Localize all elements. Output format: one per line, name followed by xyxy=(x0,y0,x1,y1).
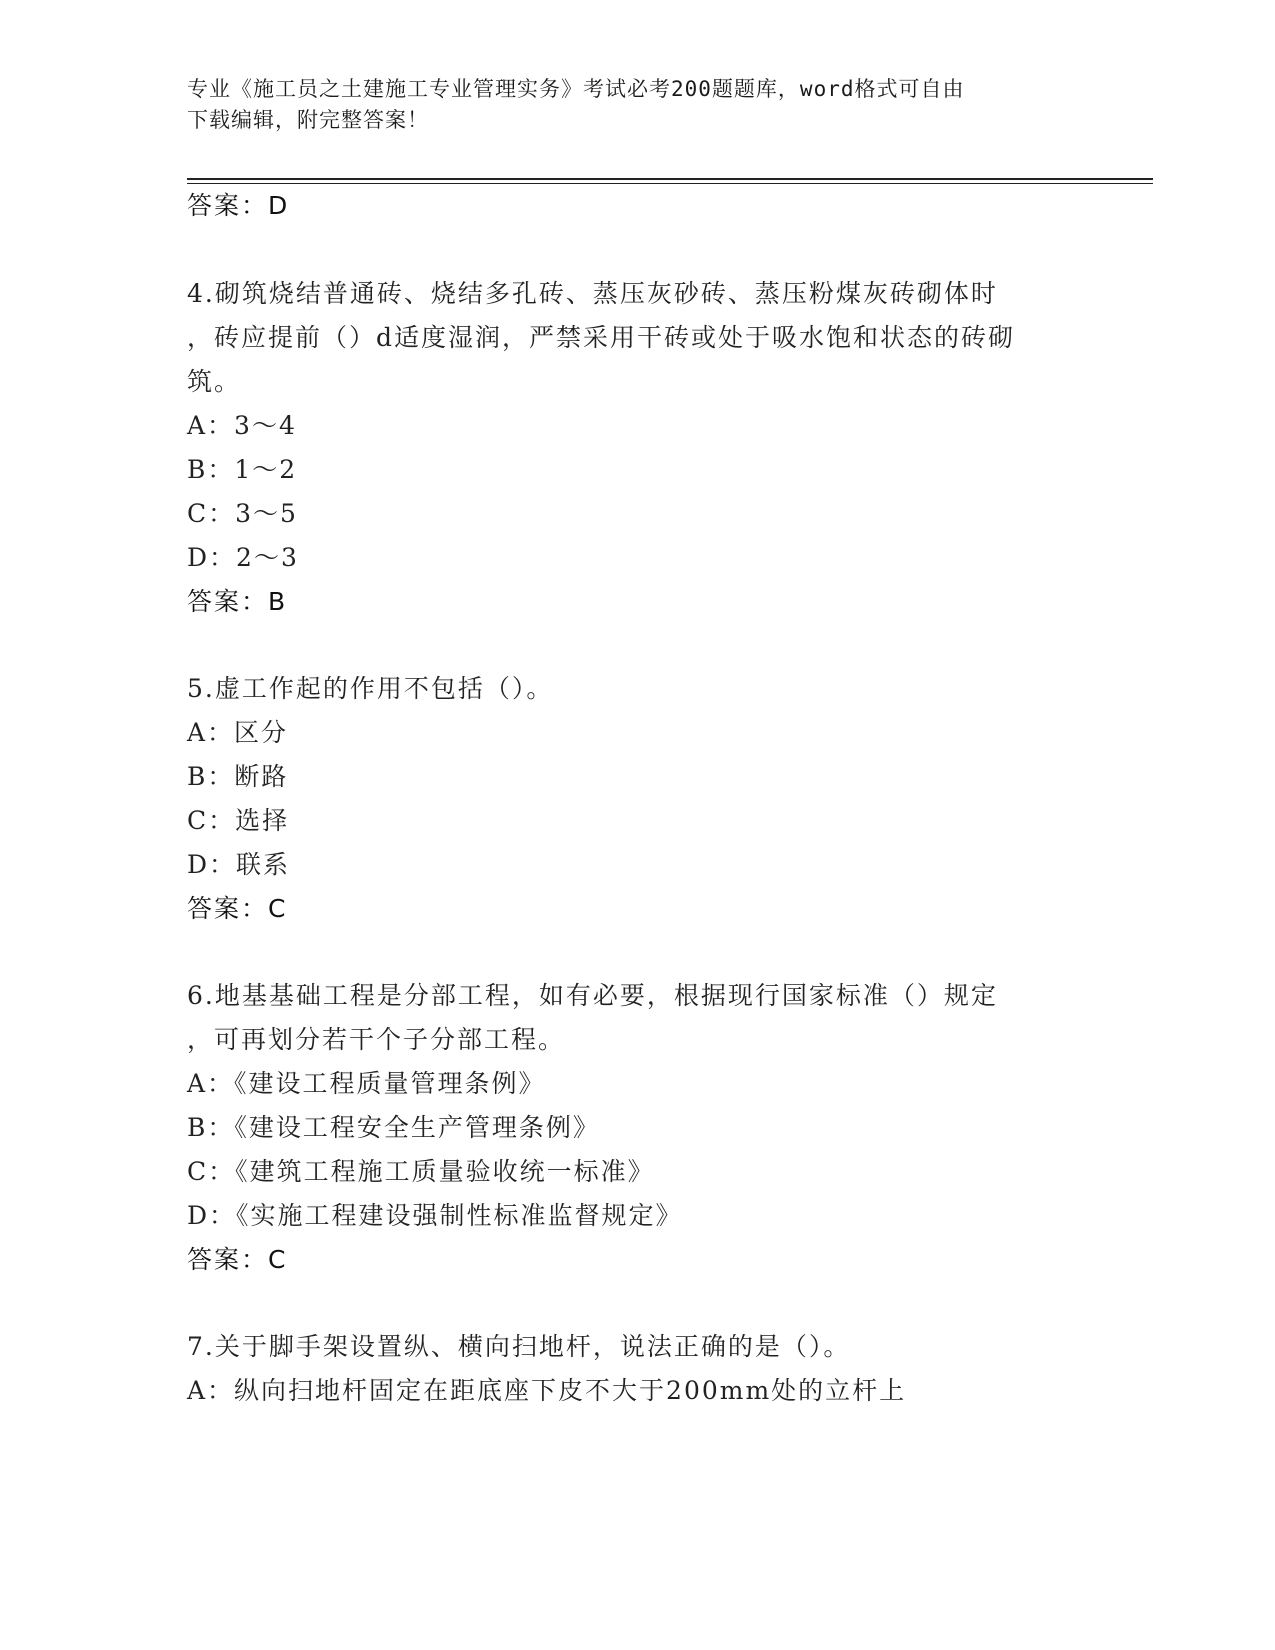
answer-prev: 答案：D xyxy=(187,191,290,220)
header-divider-thin xyxy=(187,183,1153,184)
question-5-option-d: D：联系 xyxy=(187,850,291,879)
header-line-1: 专业《施工员之土建施工专业管理实务》考试必考200题题库，word格式可自由 xyxy=(187,77,965,101)
question-4-text-line-2: ，砖应提前（）d适度湿润，严禁采用干砖或处于吸水饱和状态的砖砌 xyxy=(187,323,1016,352)
header-line-2: 下载编辑，附完整答案！ xyxy=(187,108,429,132)
question-4-text-line-3: 筑。 xyxy=(187,367,242,396)
question-6-option-d: D：《实施工程建设强制性标准监督规定》 xyxy=(187,1201,683,1230)
question-6-text-line-2: ，可再划分若干个子分部工程。 xyxy=(187,1025,566,1054)
header-divider-thick xyxy=(187,178,1153,180)
document-header xyxy=(187,74,1087,136)
question-5-text-line-1: 5.虚工作起的作用不包括（）。 xyxy=(187,674,554,703)
question-4-answer: 答案：B xyxy=(187,587,288,616)
question-6-answer: 答案：C xyxy=(187,1245,288,1274)
question-4-option-d: D：2～3 xyxy=(187,543,299,572)
question-6-option-c: C：《建筑工程施工质量验收统一标准》 xyxy=(187,1157,655,1186)
question-7-text-line-1: 7.关于脚手架设置纵、横向扫地杆，说法正确的是（）。 xyxy=(187,1332,851,1361)
question-4-text-line-1: 4.砌筑烧结普通砖、烧结多孔砖、蒸压灰砂砖、蒸压粉煤灰砖砌体时 xyxy=(187,279,998,308)
question-5-answer: 答案：C xyxy=(187,894,288,923)
question-6-option-b: B：《建设工程安全生产管理条例》 xyxy=(187,1113,600,1142)
question-6-text-line-1: 6.地基基础工程是分部工程，如有必要，根据现行国家标准（）规定 xyxy=(187,981,998,1010)
question-4-option-b: B：1～2 xyxy=(187,455,298,484)
question-7-option-a: A：纵向扫地杆固定在距底座下皮不大于200mm处的立杆上 xyxy=(187,1376,907,1405)
question-4-option-c: C：3～5 xyxy=(187,499,298,528)
question-4-option-a: A：3～4 xyxy=(187,411,297,440)
question-5-option-a: A：区分 xyxy=(187,718,289,747)
question-6-option-a: A：《建设工程质量管理条例》 xyxy=(187,1069,546,1098)
question-5-option-b: B：断路 xyxy=(187,762,289,791)
question-5-option-c: C：选择 xyxy=(187,806,290,835)
